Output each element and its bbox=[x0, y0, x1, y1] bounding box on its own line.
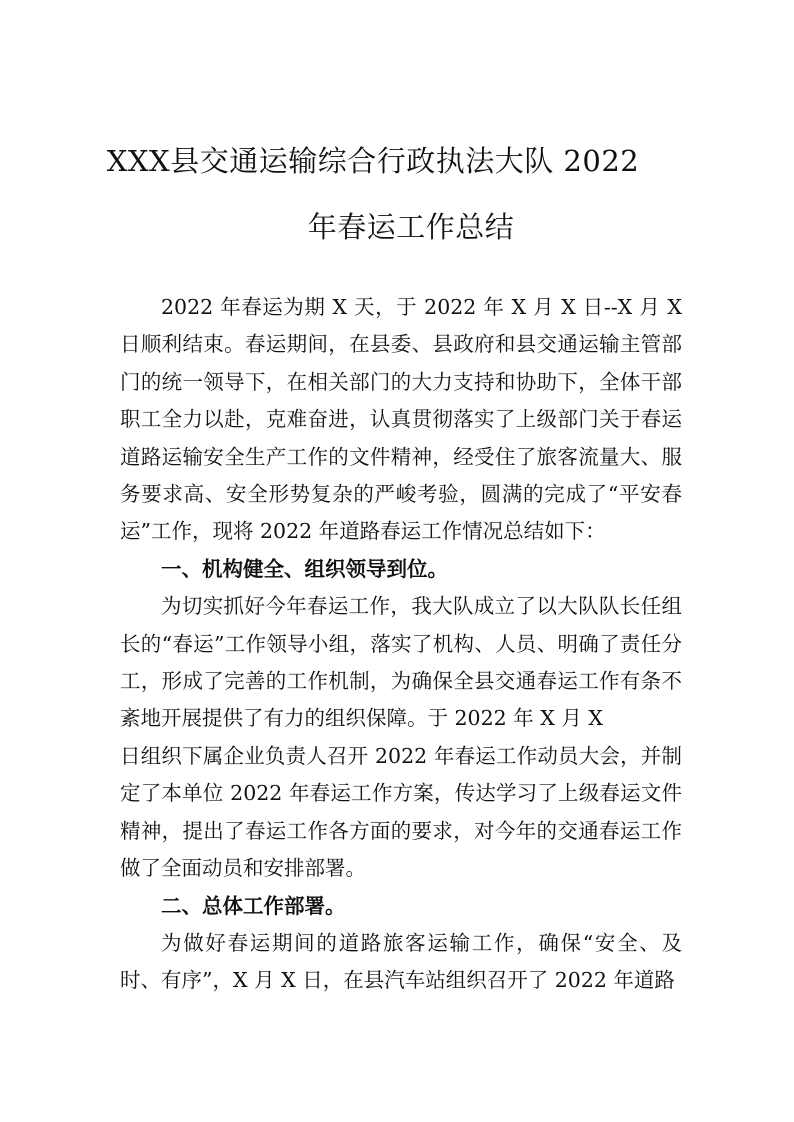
paragraph-organization-continued: 日组织下属企业负责人召开 2022 年春运工作动员大会，并制定了本单位 2022 年春运工作方案，传达学习了上级春运文件精神，提出了春运工作各方面的要求，对今年的交通春运工作做了全面动员和安排部署。 bbox=[120, 743, 682, 881]
document-title-line-1: XXX县交通运输综合行政执法大队 2022 bbox=[106, 144, 640, 178]
paragraph-deployment: 为做好春运期间的道路旅客运输工作，确保“安全、及时、有序”，X 月 X 日，在县汽车站组织召开了 2022 年道路 bbox=[120, 930, 682, 993]
paragraph-organization: 为切实抓好今年春运工作，我大队成立了以大队队长任组长的“春运”工作领导小组，落实了机构、人员、明确了责任分工，形成了完善的工作机制，为确保全县交通春运工作有条不紊地开展提供了有力的组织保障。于 2022 年 X 月 X bbox=[120, 594, 682, 731]
paragraph-intro: 2022 年春运为期 X 天，于 2022 年 X 月 X 日--X 月 X 日顺利结束。春运期间，在县委、县政府和县交通运输主管部门的统一领导下，在相关部门的大力支持和协助下，全体干部职工全力以赴，克难奋进，认真贯彻落实了上级部门关于春运道路运输安全生产工作的文件精神，经受住了旅客流量大、服务要求高、安全形势复杂的严峻考验，圆满的完成了“平安春运”工作，现将 2022 年道路春运工作情况总结如下： bbox=[120, 295, 682, 544]
section-heading-2: 二、总体工作部署。 bbox=[161, 893, 346, 918]
document-body bbox=[120, 289, 682, 1000]
section-heading-1: 一、机构健全、组织领导到位。 bbox=[161, 556, 448, 581]
document-title-line-2: 年春运工作总结 bbox=[307, 210, 515, 244]
